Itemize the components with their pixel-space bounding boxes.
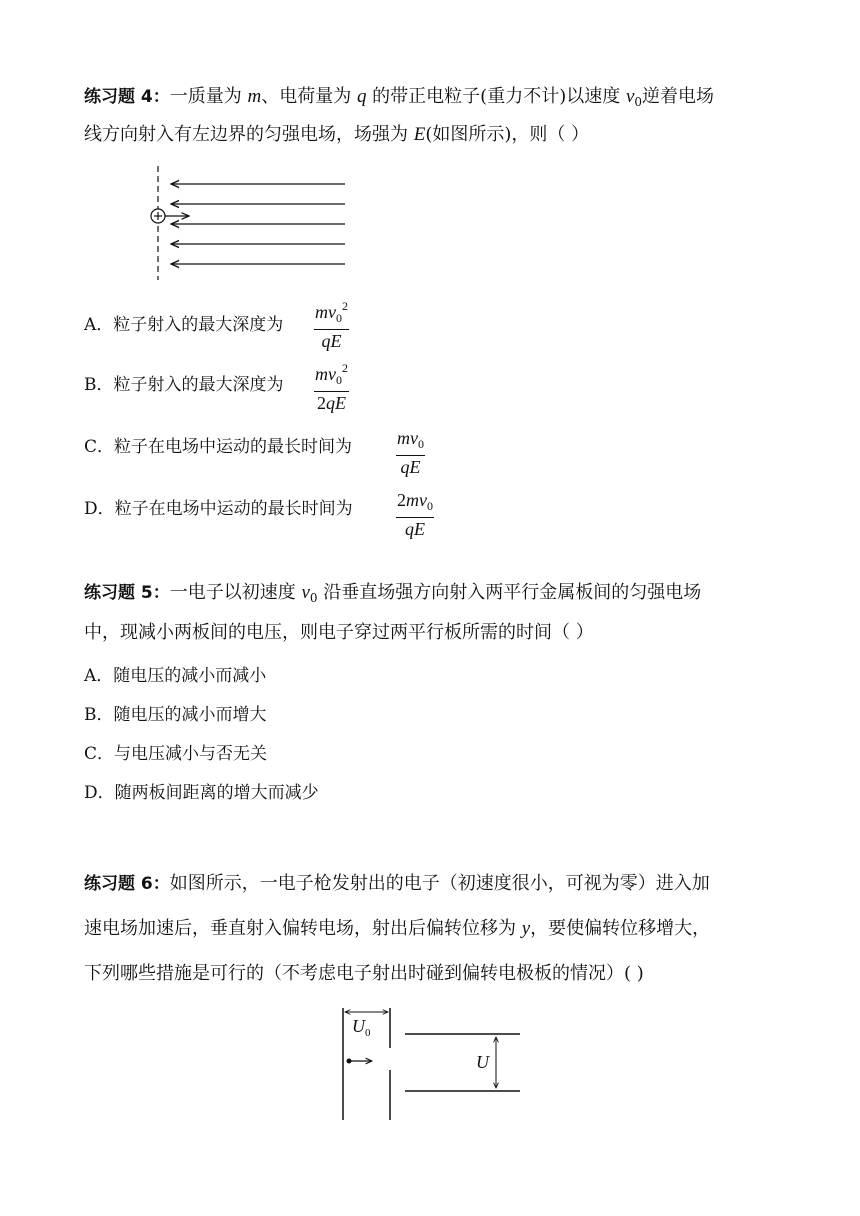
q6-electron-gun-diagram <box>330 1000 530 1130</box>
q4-option-a-formula: $\frac{mv_0^2}{qE}$ <box>314 296 349 352</box>
q5-option-c[interactable]: C．与电压减小与否无关 <box>84 744 268 764</box>
q4-option-c[interactable]: C．粒子在电场中运动的最长时间为 <box>84 437 353 457</box>
q5-line1: 练习题 5：一电子以初速度 $v_0$ 沿垂直场强方向射入两平行金属板间的匀强电场 <box>84 582 702 605</box>
q4-option-b-formula: $\frac{mv_0^2}{2qE}$ <box>314 358 349 414</box>
q4-option-a[interactable]: A．粒子射入的最大深度为 <box>84 315 284 335</box>
q4-line1: 练习题 4：一质量为 m、电荷量为 q 的带正电粒子(重力不计)以速度 $v_0$逆着电场 <box>84 86 715 109</box>
u-label: U <box>476 1052 489 1072</box>
q4-option-b[interactable]: B．粒子射入的最大深度为 <box>84 375 284 395</box>
q4-option-d[interactable]: D．粒子在电场中运动的最长时间为 <box>84 499 353 519</box>
electron-icon <box>347 1059 352 1064</box>
q6-line3: 下列哪些措施是可行的（不考虑电子射出时碰到偏转电极板的情况）( ) <box>84 963 644 984</box>
q4-line2: 线方向射入有左边界的匀强电场，场强为 E(如图所示)，则（ ） <box>84 124 590 145</box>
q5-option-d[interactable]: D．随两板间距离的增大而减少 <box>84 783 319 803</box>
u0-label: $U_0$ <box>352 1016 371 1039</box>
q5-option-b[interactable]: B．随电压的减小而增大 <box>84 705 267 725</box>
q6-label: 练习题 6： <box>84 874 170 894</box>
q5-option-a[interactable]: A．随电压的减小而减小 <box>84 666 267 686</box>
q4-option-c-formula: $\frac{mv_0}{qE}$ <box>396 422 425 478</box>
q5-label: 练习题 5： <box>84 583 170 603</box>
q6-line2: 速电场加速后，垂直射入偏转电场，射出后偏转位移为 y，要使偏转位移增大， <box>84 918 711 939</box>
q5-line2: 中，现减小两板间的电压，则电子穿过两平行板所需的时间（ ） <box>84 622 594 643</box>
q4-option-d-formula: $\frac{2mv_0}{qE}$ <box>396 484 434 540</box>
q6-line1: 练习题 6：如图所示，一电子枪发射出的电子（初速度很小，可视为零）进入加 <box>84 873 710 894</box>
q4-field-diagram <box>145 162 355 282</box>
q4-label: 练习题 4： <box>84 87 170 107</box>
